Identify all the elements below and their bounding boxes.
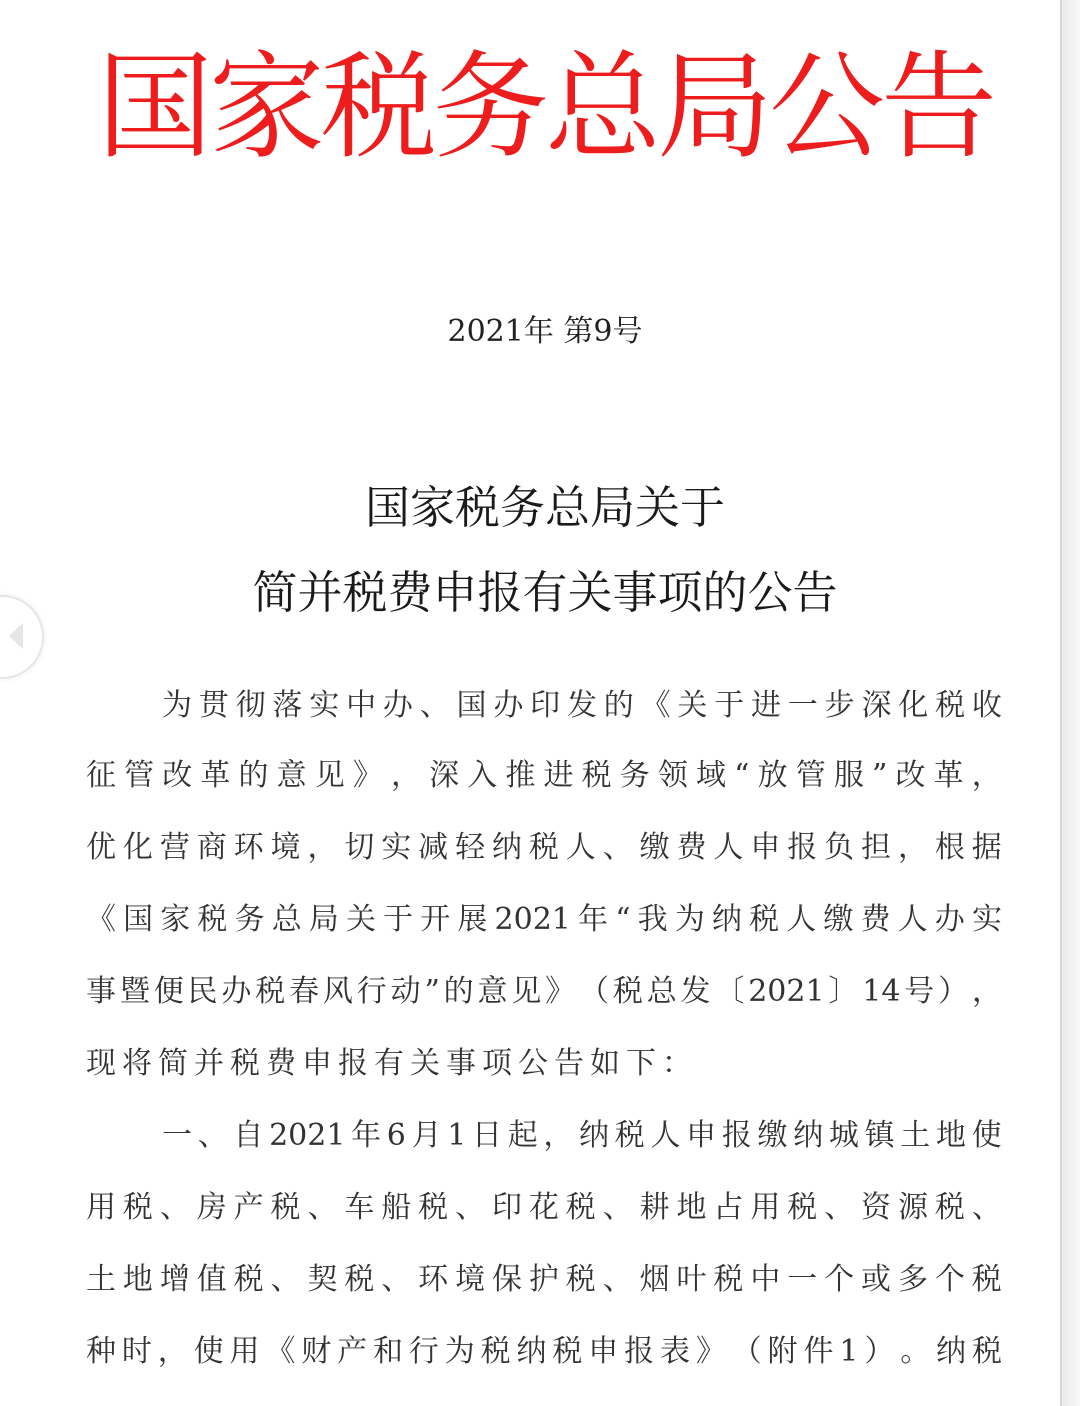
body-line: 种 时 ， 使 用 《 财 产 和 行 为 税 纳 税 申 报 表 》 （ 附 件 1 ） 。 纳 税 <box>86 1334 1002 1369</box>
body-line: 事 暨 便 民 办 税 春 风 行 动 ” 的 意 见 》 （ 税 总 发 〔 2021 〕 14 号 ） ， <box>86 974 1002 1009</box>
chevron-left-icon <box>9 623 23 649</box>
masthead-title: 国家税务总局公告 <box>97 40 993 175</box>
document-number: 2021年 第9号 <box>447 314 643 349</box>
body-line: 征 管 改 革 的 意 见 》 ， 深 入 推 进 税 务 领 域 “ 放 管 服 ” 改 革 ， <box>86 758 1002 793</box>
body-line: 优 化 营 商 环 境 ， 切 实 减 轻 纳 税 人 、 缴 费 人 申 报 负 担 ， 根 据 <box>86 830 1002 865</box>
announcement-title-line-1: 国家税务总局关于 <box>364 481 725 534</box>
announcement-title-line-2: 简并税费申报有关事项的公告 <box>252 566 838 619</box>
page-edge-shadow <box>1062 0 1080 1406</box>
body-line: 为 贯 彻 落 实 中 办 、 国 办 印 发 的 《 关 于 进 一 步 深 化 税 收 <box>162 688 1002 723</box>
body-line: 用 税 、 房 产 税 、 车 船 税 、 印 花 税 、 耕 地 占 用 税 、 资 源 税 、 <box>86 1190 1002 1225</box>
body-line: 土 地 增 值 税 、 契 税 、 环 境 保 护 税 、 烟 叶 税 中 一 个 或 多 个 税 <box>86 1262 1002 1297</box>
body-line: 现将简并税费申报有关事项公告如下： <box>86 1046 698 1081</box>
body-line: 《 国 家 税 务 总 局 关 于 开 展 2021 年 “ 我 为 纳 税 人 缴 费 人 办 实 <box>86 902 1002 937</box>
body-line: 一 、 自 2021 年 6 月 1 日 起 ， 纳 税 人 申 报 缴 纳 城 镇 土 地 使 <box>162 1118 1002 1153</box>
